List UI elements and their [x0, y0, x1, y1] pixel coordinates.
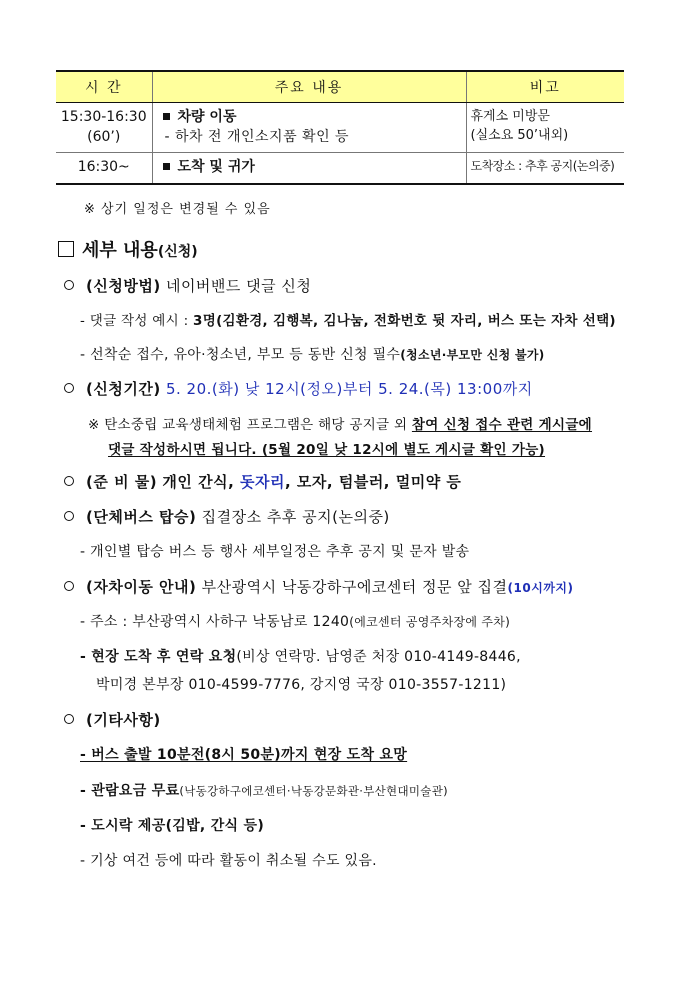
schedule-table — [56, 70, 624, 185]
supplies-part1: 개인 간식, — [162, 473, 241, 491]
car-text: 부산광역시 낙동강하구에코센터 정문 앞 집결 — [201, 578, 508, 596]
table-row — [56, 103, 624, 153]
section-heading — [58, 236, 198, 262]
note-line: (실소요 50’내외) — [470, 128, 569, 143]
apply-period-item — [64, 378, 533, 399]
bus-item — [64, 506, 390, 527]
apply-period-label: (신청기간) — [86, 380, 161, 398]
supplies-item — [64, 471, 461, 492]
contact-bold: - 현장 도착 후 연락 요청 — [80, 649, 237, 665]
row-note — [466, 153, 624, 184]
bus-text: 집결장소 추후 공지(논의중) — [201, 508, 390, 526]
apply-notice — [88, 413, 592, 433]
table-row — [56, 153, 624, 184]
table-footnote: ※ 상기 일정은 변경될 수 있음 — [84, 202, 271, 217]
first-come-text: - 선착순 접수, 유아·청소년, 부모 등 동반 신청 필수 — [80, 347, 401, 363]
header-time: 시 간 — [56, 71, 152, 103]
circle-bullet-icon — [64, 280, 74, 290]
etc-item-2 — [80, 780, 448, 800]
row-detail: - 하차 전 개인소지품 확인 등 — [164, 129, 350, 145]
row-note — [466, 103, 624, 153]
circle-bullet-icon — [64, 581, 74, 591]
etc-item-2-bold: - 관람요금 무료 — [80, 783, 180, 799]
bus-detail: - 개인별 탑승 버스 등 행사 세부일정은 추후 공지 및 문자 발송 — [80, 544, 470, 560]
supplies-label: (준 비 물) — [86, 473, 158, 491]
row-time — [56, 153, 152, 184]
etc-item-2-note: (낙동강하구에코센터·낙동강문화관·부산현대미술관) — [179, 784, 448, 798]
table-header-row — [56, 71, 624, 103]
section-title: 세부 내용 — [82, 240, 158, 261]
etc-item-4: - 기상 여건 등에 따라 활동이 취소될 수도 있음. — [80, 853, 377, 869]
section-suffix: (신청) — [157, 244, 198, 260]
header-content: 주요 내용 — [152, 71, 466, 103]
etc-item-1: - 버스 출발 10분전(8시 50분)까지 현장 도착 요망 — [80, 747, 408, 763]
time-range: 15:30-16:30 — [60, 109, 147, 125]
car-label: (자차이동 안내) — [86, 578, 197, 596]
row-content — [152, 153, 466, 184]
row-title: 차량 이동 — [177, 109, 237, 125]
example-label: - 댓글 작성 예시 : — [80, 313, 194, 329]
car-address — [80, 611, 510, 631]
row-content — [152, 103, 466, 153]
note-line: 휴게소 미방문 — [470, 109, 550, 124]
circle-bullet-icon — [64, 383, 74, 393]
notice-bold: 참여 신청 접수 관련 게시글에 — [411, 417, 593, 433]
apply-method-label: (신청방법) — [86, 277, 161, 295]
apply-method-text: 네이버밴드 댓글 신청 — [165, 277, 312, 295]
notice-line-2: 댓글 작성하시면 됩니다. (5월 20일 낮 12시에 별도 게시글 확인 가능) — [108, 442, 546, 458]
etc-item-3: - 도시락 제공(김밥, 간식 등) — [80, 818, 265, 834]
circle-bullet-icon — [64, 511, 74, 521]
etc-item — [64, 709, 161, 730]
row-title: 도착 및 귀가 — [177, 159, 255, 175]
note-line: 도착장소 : 추후 공지(논의중) — [470, 159, 615, 173]
car-time: (10시까지) — [507, 581, 574, 595]
header-note: 비고 — [466, 71, 624, 103]
contact-line-2: 박미경 본부장 010-4599-7776, 강지영 국장 010-3557-1211) — [96, 677, 507, 693]
supplies-part2: , 모자, 텀블러, 멀미약 등 — [285, 473, 462, 491]
row-time — [56, 103, 152, 153]
address-note: (에코센터 공영주차장에 주차) — [349, 615, 511, 629]
time-range: 16:30~ — [77, 159, 130, 175]
contact-line-1: (비상 연락망. 남영준 처장 010-4149-8446, — [236, 649, 521, 665]
bus-label: (단체버스 탑승) — [86, 508, 197, 526]
time-duration: (60’) — [87, 129, 121, 145]
circle-bullet-icon — [64, 476, 74, 486]
apply-period-text: 5. 20.(화) 낮 12시(정오)부터 5. 24.(목) 13:00까지 — [165, 380, 533, 398]
circle-bullet-icon — [64, 714, 74, 724]
car-contact — [80, 646, 521, 666]
notice-prefix: ※ 탄소중립 교육생태체험 프로그램은 해당 공지글 외 — [88, 417, 412, 433]
square-bullet-icon — [163, 113, 170, 120]
car-item — [64, 576, 574, 597]
checkbox-square-icon — [58, 241, 74, 257]
square-bullet-icon — [163, 163, 170, 170]
first-come-note: (청소년·부모만 신청 불가) — [400, 348, 545, 362]
supplies-highlight: 돗자리 — [240, 473, 286, 491]
example-text: 3명(김환경, 김행복, 김나눔, 전화번호 뒷 자리, 버스 또는 자차 선택) — [193, 313, 616, 329]
apply-example — [80, 309, 616, 329]
address-text: - 주소 : 부산광역시 사하구 낙동남로 1240 — [80, 614, 350, 630]
etc-label: (기타사항) — [86, 711, 161, 729]
first-come-line — [80, 344, 545, 364]
apply-method-item — [64, 275, 311, 296]
